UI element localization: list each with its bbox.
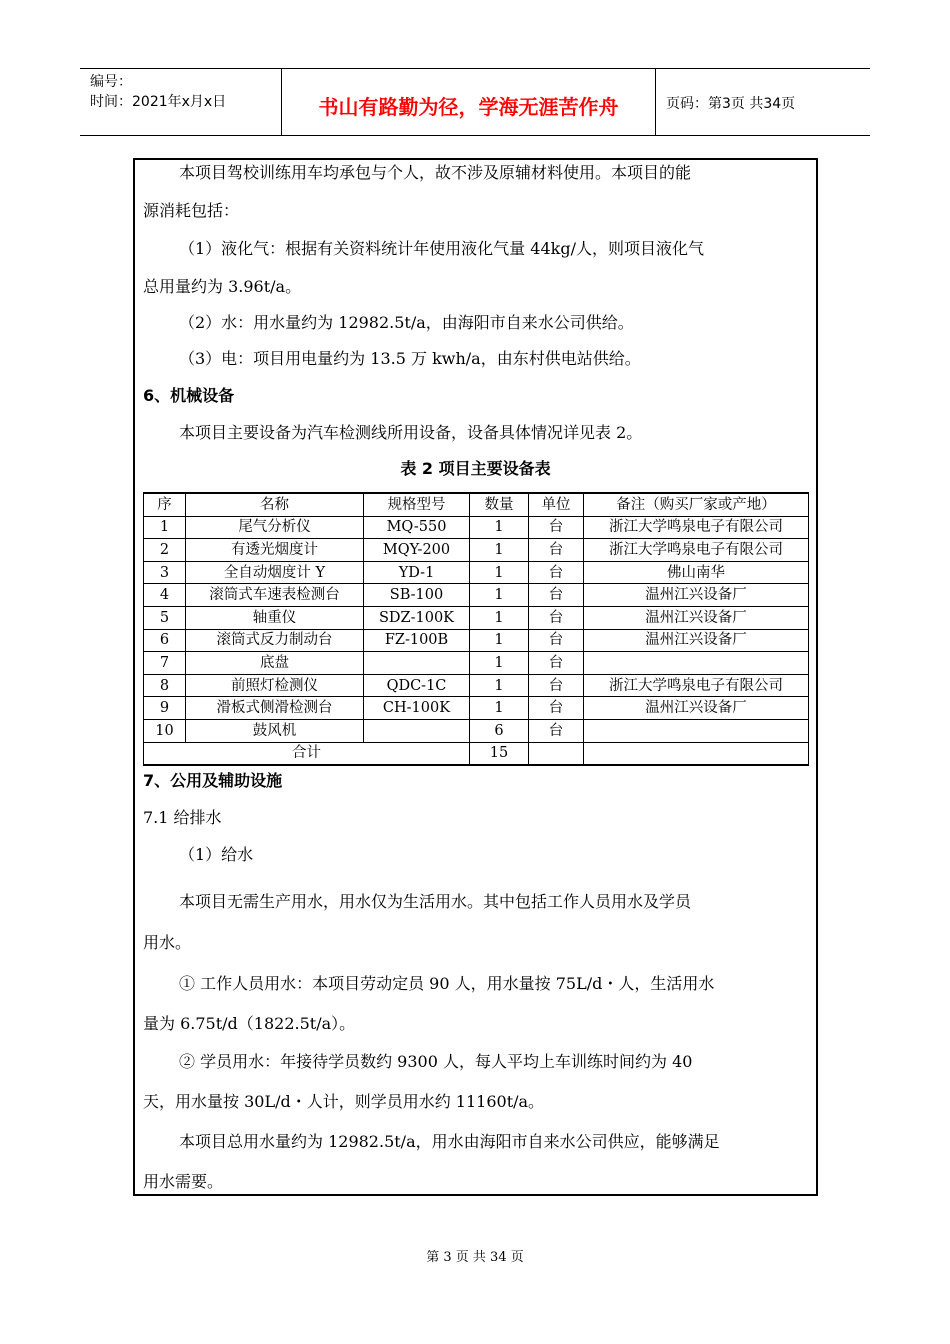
table-caption: 表 2 项目主要设备表	[400, 459, 551, 478]
header-page-info: 页码：第3页 共34页	[666, 96, 796, 112]
table-cell: 滚筒式反力制动台	[186, 629, 364, 652]
paragraph: （2）水：用水量约为 12982.5t/a，由海阳市自来水公司供给。	[179, 313, 634, 332]
table-cell: 3	[144, 561, 186, 584]
table-cell: 温州江兴设备厂	[584, 697, 809, 720]
table-cell: 1	[470, 516, 529, 539]
table-cell	[364, 719, 470, 742]
table-cell: MQ-550	[364, 516, 470, 539]
table-cell: 台	[529, 652, 584, 675]
table-cell: 9	[144, 697, 186, 720]
table-cell: 台	[529, 516, 584, 539]
table-cell: 1	[470, 539, 529, 562]
paragraph: ① 工作人员用水：本项目劳动定员 90 人，用水量按 75L/d・人，生活用水	[179, 974, 715, 993]
table-cell: 台	[529, 719, 584, 742]
table-cell	[584, 719, 809, 742]
table-cell: 佛山南华	[584, 561, 809, 584]
section-heading: 7、公用及辅助设施	[143, 771, 283, 790]
table-row	[144, 629, 809, 652]
table-cell: 温州江兴设备厂	[584, 629, 809, 652]
table-cell: 1	[470, 629, 529, 652]
table-cell	[364, 652, 470, 675]
table-row	[144, 719, 809, 742]
table-cell: 1	[470, 652, 529, 675]
section-heading: 6、机械设备	[143, 386, 235, 405]
table-cell	[584, 652, 809, 675]
page-header	[80, 68, 870, 136]
table-cell: 1	[470, 674, 529, 697]
paragraph: 天，用水量按 30L/d・人计，则学员用水约 11160t/a。	[143, 1092, 545, 1111]
table-cell: 滑板式侧滑检测台	[186, 697, 364, 720]
table-cell: 10	[144, 719, 186, 742]
table-cell: QDC-1C	[364, 674, 470, 697]
total-label: 合计	[144, 742, 470, 765]
table-cell: 1	[144, 516, 186, 539]
table-cell: 1	[470, 584, 529, 607]
time-label: 时间：2021年x月x日	[90, 94, 227, 110]
table-cell: 5	[144, 606, 186, 629]
col-header: 名称	[186, 493, 364, 516]
paragraph: （1）给水	[179, 845, 254, 864]
table-cell: 台	[529, 674, 584, 697]
paragraph: 本项目总用水量约为 12982.5t/a，用水由海阳市自来水公司供应，能够满足	[179, 1132, 720, 1151]
table-cell: 4	[144, 584, 186, 607]
col-header: 序	[144, 493, 186, 516]
table-row	[144, 674, 809, 697]
paragraph: 本项目驾校训练用车均承包与个人，故不涉及原辅材料使用。本项目的能	[179, 163, 692, 182]
table-cell: 前照灯检测仪	[186, 674, 364, 697]
table-row	[144, 606, 809, 629]
table-cell: 6	[144, 629, 186, 652]
table-cell: 浙江大学鸣泉电子有限公司	[584, 516, 809, 539]
table-cell: 温州江兴设备厂	[584, 584, 809, 607]
table-cell: SB-100	[364, 584, 470, 607]
col-header: 规格型号	[364, 493, 470, 516]
page-footer: 第 3 页 共 34 页	[426, 1250, 524, 1265]
table-body	[144, 516, 809, 765]
paragraph: （1）液化气：根据有关资料统计年使用液化气量 44kg/人，则项目液化气	[179, 239, 704, 258]
table-row	[144, 697, 809, 720]
table-cell: 1	[470, 697, 529, 720]
code-label: 编号：	[90, 74, 132, 90]
paragraph: 量为 6.75t/d（1822.5t/a）。	[143, 1014, 356, 1033]
subsection-heading: 7.1 给排水	[143, 808, 222, 827]
table-cell: 温州江兴设备厂	[584, 606, 809, 629]
table-row	[144, 561, 809, 584]
table-cell: 8	[144, 674, 186, 697]
col-header: 数量	[470, 493, 529, 516]
table-cell: 滚筒式车速表检测台	[186, 584, 364, 607]
table-cell: FZ-100B	[364, 629, 470, 652]
table-cell	[529, 742, 584, 765]
table-cell: 2	[144, 539, 186, 562]
table-cell: 1	[470, 561, 529, 584]
table-row	[144, 516, 809, 539]
table-row	[144, 652, 809, 675]
table-header-row	[144, 493, 809, 516]
paragraph: 本项目主要设备为汽车检测线所用设备，设备具体情况详见表 2。	[179, 423, 643, 442]
table-cell: 有透光烟度计	[186, 539, 364, 562]
table-total-row	[144, 742, 809, 765]
paragraph: 源消耗包括：	[143, 201, 240, 220]
table-cell: 浙江大学鸣泉电子有限公司	[584, 539, 809, 562]
paragraph: 本项目无需生产用水，用水仅为生活用水。其中包括工作人员用水及学员	[179, 892, 692, 911]
table-row	[144, 539, 809, 562]
table-cell: 7	[144, 652, 186, 675]
table-cell: 浙江大学鸣泉电子有限公司	[584, 674, 809, 697]
table-cell: 尾气分析仪	[186, 516, 364, 539]
paragraph: ② 学员用水：年接待学员数约 9300 人，每人平均上车训练时间约为 40	[179, 1052, 693, 1071]
header-motto: 书山有路勤为径，学海无涯苦作舟	[282, 69, 656, 135]
total-qty: 15	[470, 742, 529, 765]
col-header: 单位	[529, 493, 584, 516]
table-cell: YD-1	[364, 561, 470, 584]
table-cell: CH-100K	[364, 697, 470, 720]
equipment-table	[143, 492, 809, 766]
table-cell: 台	[529, 606, 584, 629]
paragraph: （3）电：项目用电量约为 13.5 万 kwh/a，由东村供电站供给。	[179, 349, 641, 368]
table-cell: 轴重仪	[186, 606, 364, 629]
table-cell: 台	[529, 539, 584, 562]
table-cell: 台	[529, 561, 584, 584]
header-meta	[80, 69, 282, 135]
table-cell: 1	[470, 606, 529, 629]
table-cell: 台	[529, 584, 584, 607]
paragraph: 总用量约为 3.96t/a。	[143, 277, 302, 296]
table-cell: 台	[529, 629, 584, 652]
table-cell	[584, 742, 809, 765]
table-cell: 鼓风机	[186, 719, 364, 742]
table-cell: 底盘	[186, 652, 364, 675]
table-cell: SDZ-100K	[364, 606, 470, 629]
paragraph: 用水需要。	[143, 1172, 224, 1191]
table-cell: 全自动烟度计 Y	[186, 561, 364, 584]
table-row	[144, 584, 809, 607]
col-header: 备注（购买厂家或产地）	[584, 493, 809, 516]
table-cell: 台	[529, 697, 584, 720]
table-cell: 6	[470, 719, 529, 742]
table-cell: MQY-200	[364, 539, 470, 562]
paragraph: 用水。	[143, 933, 192, 952]
